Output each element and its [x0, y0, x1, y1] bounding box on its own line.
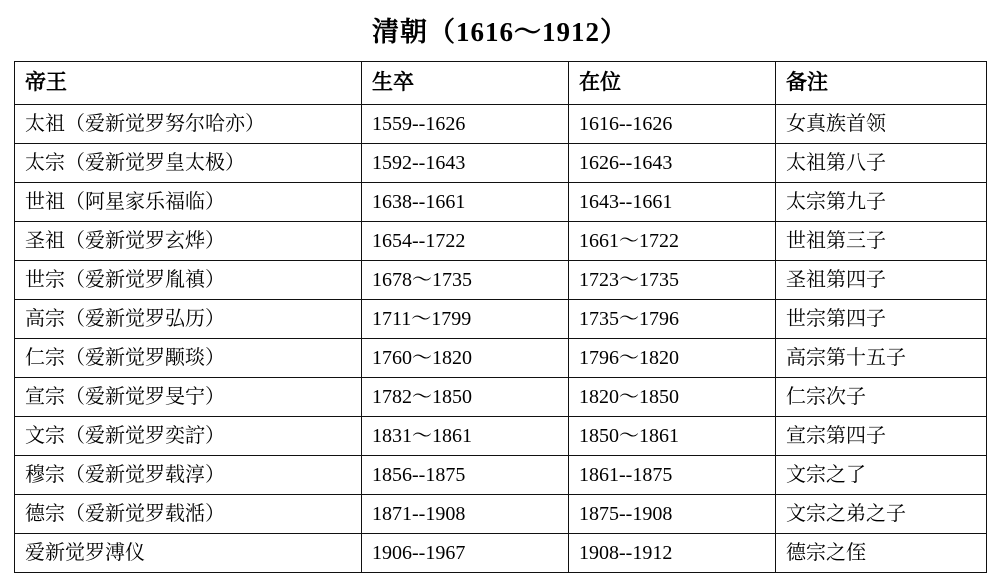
- cell-notes: 世宗第四子: [776, 300, 987, 339]
- cell-notes: 仁宗次子: [776, 378, 987, 417]
- cell-lifespan: 1559--1626: [362, 105, 569, 144]
- table-row: [15, 534, 987, 573]
- cell-notes: 太祖第八子: [776, 144, 987, 183]
- cell-emperor: 太祖（爱新觉罗努尔哈亦）: [15, 105, 362, 144]
- cell-notes: 世祖第三子: [776, 222, 987, 261]
- cell-emperor: 爱新觉罗溥仪: [15, 534, 362, 573]
- cell-lifespan: 1678～1735: [362, 261, 569, 300]
- column-header-notes: 备注: [776, 62, 987, 105]
- cell-lifespan: 1760～1820: [362, 339, 569, 378]
- cell-notes: 太宗第九子: [776, 183, 987, 222]
- cell-lifespan: 1711～1799: [362, 300, 569, 339]
- cell-emperor: 文宗（爱新觉罗奕詝）: [15, 417, 362, 456]
- cell-emperor: 高宗（爱新觉罗弘历）: [15, 300, 362, 339]
- table-row: [15, 417, 987, 456]
- cell-notes: 文宗之了: [776, 456, 987, 495]
- dynasty-table: [14, 61, 987, 573]
- table-row: [15, 378, 987, 417]
- column-header-lifespan: 生卒: [362, 62, 569, 105]
- cell-reign: 1850～1861: [569, 417, 776, 456]
- cell-notes: 宣宗第四子: [776, 417, 987, 456]
- cell-reign: 1723～1735: [569, 261, 776, 300]
- table-row: [15, 144, 987, 183]
- cell-lifespan: 1654--1722: [362, 222, 569, 261]
- cell-lifespan: 1871--1908: [362, 495, 569, 534]
- cell-reign: 1796～1820: [569, 339, 776, 378]
- table-row: [15, 183, 987, 222]
- cell-reign: 1626--1643: [569, 144, 776, 183]
- cell-reign: 1616--1626: [569, 105, 776, 144]
- cell-emperor: 仁宗（爱新觉罗颙琰）: [15, 339, 362, 378]
- table-row: [15, 495, 987, 534]
- cell-notes: 女真族首领: [776, 105, 987, 144]
- table-row: [15, 105, 987, 144]
- cell-lifespan: 1592--1643: [362, 144, 569, 183]
- cell-reign: 1643--1661: [569, 183, 776, 222]
- cell-reign: 1735～1796: [569, 300, 776, 339]
- cell-notes: 高宗第十五子: [776, 339, 987, 378]
- cell-reign: 1861--1875: [569, 456, 776, 495]
- cell-reign: 1908--1912: [569, 534, 776, 573]
- cell-emperor: 圣祖（爱新觉罗玄烨）: [15, 222, 362, 261]
- cell-reign: 1661～1722: [569, 222, 776, 261]
- table-header-row: [15, 62, 987, 105]
- cell-emperor: 宣宗（爱新觉罗旻宁）: [15, 378, 362, 417]
- page-title: 清朝（1616～1912）: [372, 17, 628, 47]
- cell-emperor: 穆宗（爱新觉罗载淳）: [15, 456, 362, 495]
- cell-notes: 圣祖第四子: [776, 261, 987, 300]
- table-row: [15, 261, 987, 300]
- cell-reign: 1875--1908: [569, 495, 776, 534]
- cell-lifespan: 1856--1875: [362, 456, 569, 495]
- cell-lifespan: 1782～1850: [362, 378, 569, 417]
- table-row: [15, 339, 987, 378]
- cell-emperor: 太宗（爱新觉罗皇太极）: [15, 144, 362, 183]
- table-row: [15, 456, 987, 495]
- cell-notes: 文宗之弟之子: [776, 495, 987, 534]
- cell-emperor: 世宗（爱新觉罗胤禛）: [15, 261, 362, 300]
- cell-lifespan: 1638--1661: [362, 183, 569, 222]
- cell-lifespan: 1831～1861: [362, 417, 569, 456]
- table-row: [15, 300, 987, 339]
- column-header-reign: 在位: [569, 62, 776, 105]
- table-row: [15, 222, 987, 261]
- cell-emperor: 德宗（爱新觉罗载湉）: [15, 495, 362, 534]
- cell-emperor: 世祖（阿星家乐福临）: [15, 183, 362, 222]
- cell-lifespan: 1906--1967: [362, 534, 569, 573]
- column-header-emperor: 帝王: [15, 62, 362, 105]
- cell-reign: 1820～1850: [569, 378, 776, 417]
- cell-notes: 德宗之侄: [776, 534, 987, 573]
